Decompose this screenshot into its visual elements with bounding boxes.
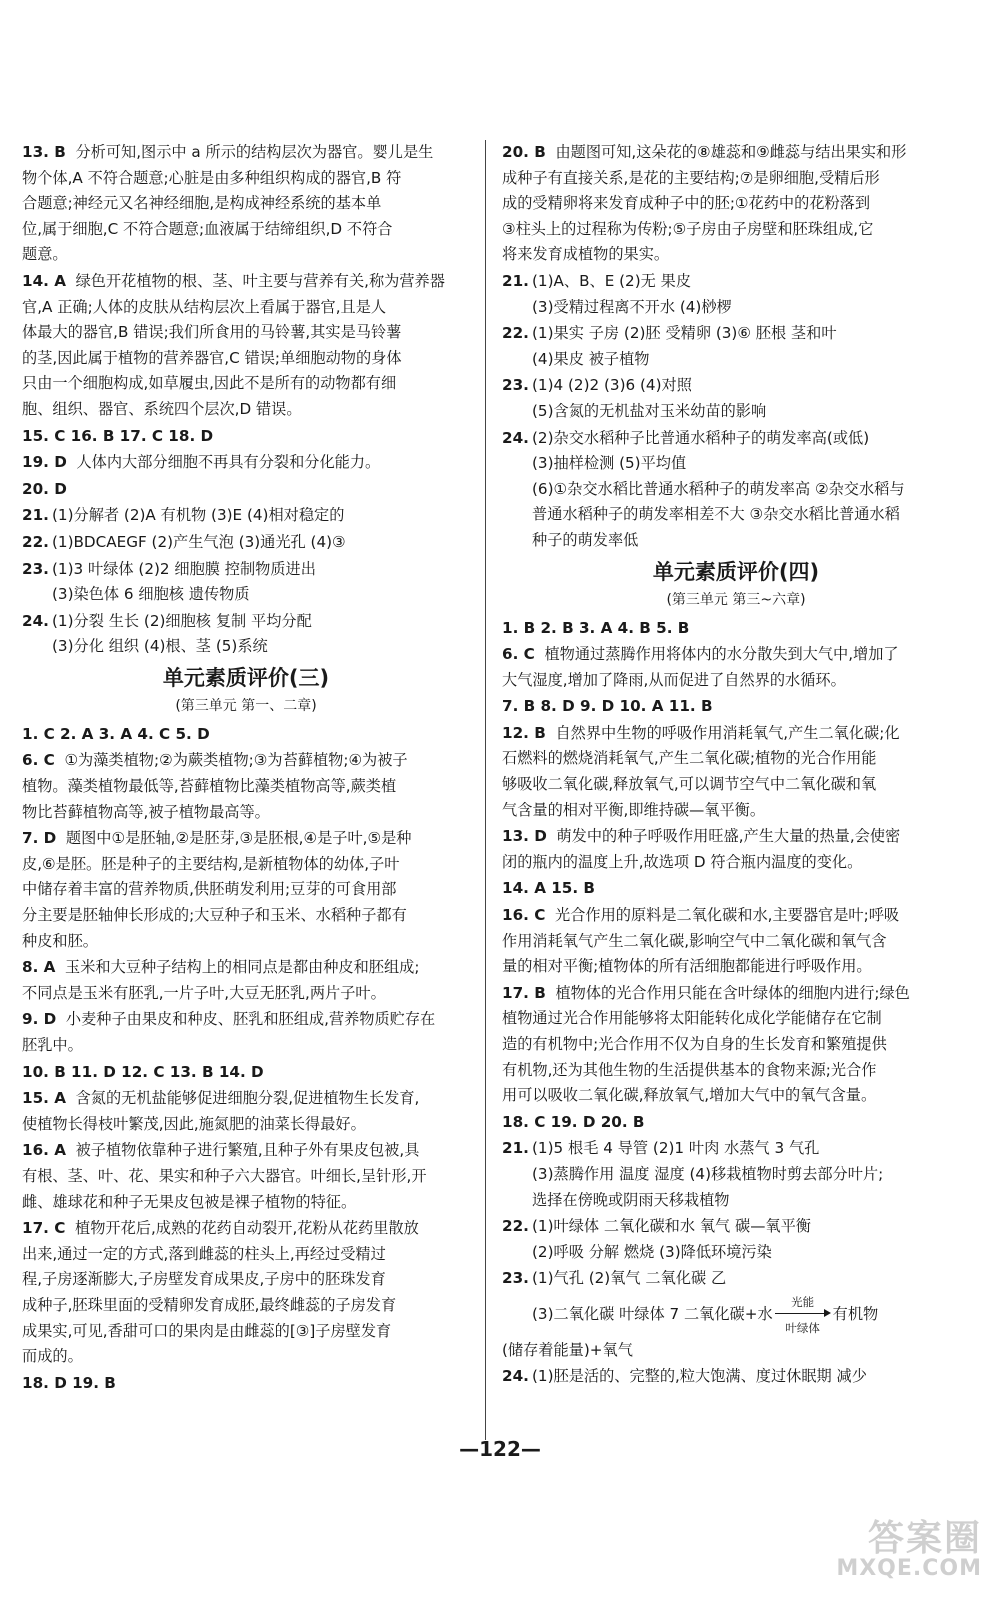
answer-22-r: 22. (1)果实 子房 (2)胚 受精卵 (3)⑥ 胚根 茎和叶 (4)果皮 被子植物 bbox=[502, 324, 837, 368]
answer-s4-16: 16. C 光合作用的原料是二氧化碳和水,主要器官是叶;呼吸 作用消耗氧气产生二氧化碳,影响空气中二氧化碳和氧气含 量的相对平衡;植物体的所有活细胞都能进行呼吸作用。 bbox=[502, 906, 900, 976]
answers-15-18: 15. C 16. B 17. C 18. D bbox=[22, 426, 214, 445]
answer-s4-21: 21. (1)5 根毛 4 导管 (2)1 叶肉 水蒸气 3 气孔 (3)蒸腾作用 温度 湿度 (4)移栽植物时剪去部分叶片; 选择在傍晚或阴雨天移栽植物 bbox=[502, 1139, 884, 1209]
section-title-3: 单元素质评价(三) bbox=[162, 665, 330, 690]
answer-s4-22: 22. (1)叶绿体 二氧化碳和水 氧气 碳—氧平衡 (2)呼吸 分解 燃烧 (3)降低环境污染 bbox=[502, 1217, 811, 1261]
answer-s3-7: 7. D 题图中①是胚轴,②是胚芽,③是胚根,④是子叶,⑤是种 皮,⑥是胚。胚是种子的主要结构,是新植物体的幼体,子叶 中储存着丰富的营养物质,供胚萌发利用;豆芽的可食用部 分主要是胚轴伸长形成的;大豆种子和玉米、水稻种子都有 种皮和胚。 bbox=[22, 829, 412, 950]
left-column bbox=[22, 140, 470, 1397]
answer-13: 13. B 分析可知,图示中 a 所示的结构层次为器官。婴儿是生 物个体,A 不符合题意;心脏是由多种组织构成的器官,B 符 合题意;神经元又名神经细胞,是构成神经系统的基本单 位,属于细胞,C 不符合题意;血液属于结缔组织,D 不符合 题意。 bbox=[22, 140, 470, 268]
column-divider bbox=[485, 140, 486, 1440]
answer-20: 20. D bbox=[22, 479, 67, 498]
answer-20-b: 20. B 由题图可知,这朵花的⑧雄蕊和⑨雌蕊与结出果实和形 成种子有直接关系,是花的主要结构;⑦是卵细胞,受精后形 成的受精卵将来发育成种子中的胚;①花药中的花粉落到 ③柱头上的过程称为传粉;⑤子房由子房壁和胚珠组成,它 将来发育成植物的果实。 bbox=[502, 143, 907, 264]
answer-21-r: 21. (1)A、B、E (2)无 果皮 (3)受精过程离不开水 (4)桫椤 bbox=[502, 271, 732, 316]
answer-14: 14. A 绿色开花植物的根、茎、叶主要与营养有关,称为营养器 官,A 正确;人体的皮肤从结构层次上看属于器官,且是人 体最大的器官,B 错误;我们所食用的马铃薯,其实是马铃薯 的茎,因此属于植物的营养器官,C 错误;单细胞动物的身体 只由一个细胞构成,如草履虫,因此不是所有的动物都有细 胞、组织、器官、系统四个层次,D 错误。 bbox=[22, 269, 470, 423]
answer-s4-24: 24. (1)胚是活的、完整的,粒大饱满、度过休眠期 减少 bbox=[502, 1367, 867, 1386]
answer-23: 23. (1)3 叶绿体 (2)2 细胞膜 控制物质进出 (3)染色体 6 细胞核 遗传物质 bbox=[22, 559, 316, 604]
watermark-logo: 答案圈 MXQE.COM bbox=[836, 1518, 982, 1581]
answer-22: 22. (1)BDCAEGF (2)产生气泡 (3)通光孔 (4)③ bbox=[22, 532, 346, 551]
answer-s4-17: 17. B 植物体的光合作用只能在含叶绿体的细胞内进行;绿色 植物通过光合作用能够将太阳能转化成化学能储存在它制 造的有机物中;光合作用不仅为自身的生长发育和繁殖提供 有机物,还为其他生物的生活提供基本的食物来源;光合作 用可以吸收二氧化碳,释放氧气,增加大气中的氧气含量。 bbox=[502, 983, 910, 1105]
answer-s3-9: 9. D 小麦种子由果皮和种皮、胚乳和胚组成,营养物质贮存在 胚乳中。 bbox=[22, 1010, 436, 1054]
answers-s3-18-19: 18. D 19. B bbox=[22, 1373, 116, 1392]
page-number: —122— bbox=[459, 1437, 541, 1461]
reaction-arrow-icon: 光能 叶绿体 bbox=[775, 1304, 831, 1324]
question-number: 13. B bbox=[22, 143, 66, 161]
answer-24-r: 24. (2)杂交水稻种子比普通水稻种子的萌发率高(或低) (3)抽样检测 (5)平均值 (6)①杂交水稻比普通水稻种子的萌发率高 ②杂交水稻与 普通水稻种子的萌发率相差不大 ③杂交水稻比普通水稻 种子的萌发率低 bbox=[502, 428, 905, 549]
section-subtitle-4: (第三单元 第三~六章) bbox=[666, 591, 806, 608]
answers-s4-1-5: 1. B 2. B 3. A 4. B 5. B bbox=[502, 618, 690, 637]
answer-s4-23: 23. (1)气孔 (2)氧气 二氧化碳 乙 (3)二氧化碳 叶绿体 7 二氧化碳+水 光能 叶绿体 有机物 (储存着能量)+氧气 bbox=[502, 1266, 970, 1363]
answers-s4-18-20: 18. C 19. D 20. B bbox=[502, 1112, 645, 1131]
answer-s3-6: 6. C ①为藻类植物;②为蕨类植物;③为苔藓植物;④为被子 植物。藻类植物最低等,苔藓植物比藻类植物高等,蕨类植 物比苔藓植物高等,被子植物最高等。 bbox=[22, 751, 408, 821]
answers-s3-1-5: 1. C 2. A 3. A 4. C 5. D bbox=[22, 724, 210, 743]
section-title-4: 单元素质评价(四) bbox=[652, 559, 820, 584]
answers-s4-7-11: 7. B 8. D 9. D 10. A 11. B bbox=[502, 697, 713, 716]
answer-s4-13: 13. D 萌发中的种子呼吸作用旺盛,产生大量的热量,会使密 闭的瓶内的温度上升,故选项 D 符合瓶内温度的变化。 bbox=[502, 827, 901, 871]
right-column bbox=[502, 140, 970, 1391]
answer-s4-12: 12. B 自然界中生物的呼吸作用消耗氧气,产生二氧化碳;化 石燃料的燃烧消耗氧气,产生二氧化碳;植物的光合作用能 够吸收二氧化碳,释放氧气,可以调节空气中二氧化碳和氧 气含量的相对平衡,即维持碳—氧平衡。 bbox=[502, 723, 900, 819]
answer-s4-6: 6. C 植物通过蒸腾作用将体内的水分散失到大气中,增加了 大气湿度,增加了降雨,从而促进了自然界的水循环。 bbox=[502, 645, 899, 689]
question-number: 14. A bbox=[22, 271, 66, 290]
answer-s3-8: 8. A 玉米和大豆种子结构上的相同点是都由种皮和胚组成; 不同点是玉米有胚乳,一片子叶,大豆无胚乳,两片子叶。 bbox=[22, 958, 420, 1002]
photosynthesis-equation: (3)二氧化碳 叶绿体 7 二氧化碳+水 光能 叶绿体 有机物 bbox=[532, 1295, 879, 1336]
answers-s4-14-15: 14. A 15. B bbox=[502, 879, 596, 898]
answer-21: 21. (1)分解者 (2)A 有机物 (3)E (4)相对稳定的 bbox=[22, 506, 345, 525]
answer-24: 24. (1)分裂 生长 (2)细胞核 复制 平均分配 (3)分化 组织 (4)根、茎 (5)系统 bbox=[22, 611, 312, 656]
answer-s3-15: 15. A 含氮的无机盐能够促进细胞分裂,促进植物生长发育, 使植物长得枝叶繁茂,因此,施氮肥的油菜长得最好。 bbox=[22, 1089, 420, 1133]
section-subtitle-3: (第三单元 第一、二章) bbox=[175, 697, 317, 714]
answer-s3-16: 16. A 被子植物依靠种子进行繁殖,且种子外有果皮包被,具 有根、茎、叶、花、果实和种子六大器官。叶细长,呈针形,开 雌、雄球花和种子无果皮包被是裸子植物的特征。 bbox=[22, 1141, 427, 1211]
answer-s3-17: 17. C 植物开花后,成熟的花药自动裂开,花粉从花药里散放 出来,通过一定的方式,落到雌蕊的柱头上,再经过受精过 程,子房逐渐膨大,子房壁发育成果皮,子房中的胚珠发育 成种子,胚珠里面的受精卵发育成胚,最终雌蕊的子房发育 成果实,可见,香甜可口的果肉是由雌蕊的[③]子房壁发育 而成的。 bbox=[22, 1219, 419, 1366]
answer-23-r: 23. (1)4 (2)2 (3)6 (4)对照 (5)含氮的无机盐对玉米幼苗的影响 bbox=[502, 376, 767, 420]
answer-19: 19. D 人体内大部分细胞不再具有分裂和分化能力。 bbox=[22, 453, 381, 472]
answers-s3-10-14: 10. B 11. D 12. C 13. B 14. D bbox=[22, 1062, 264, 1081]
